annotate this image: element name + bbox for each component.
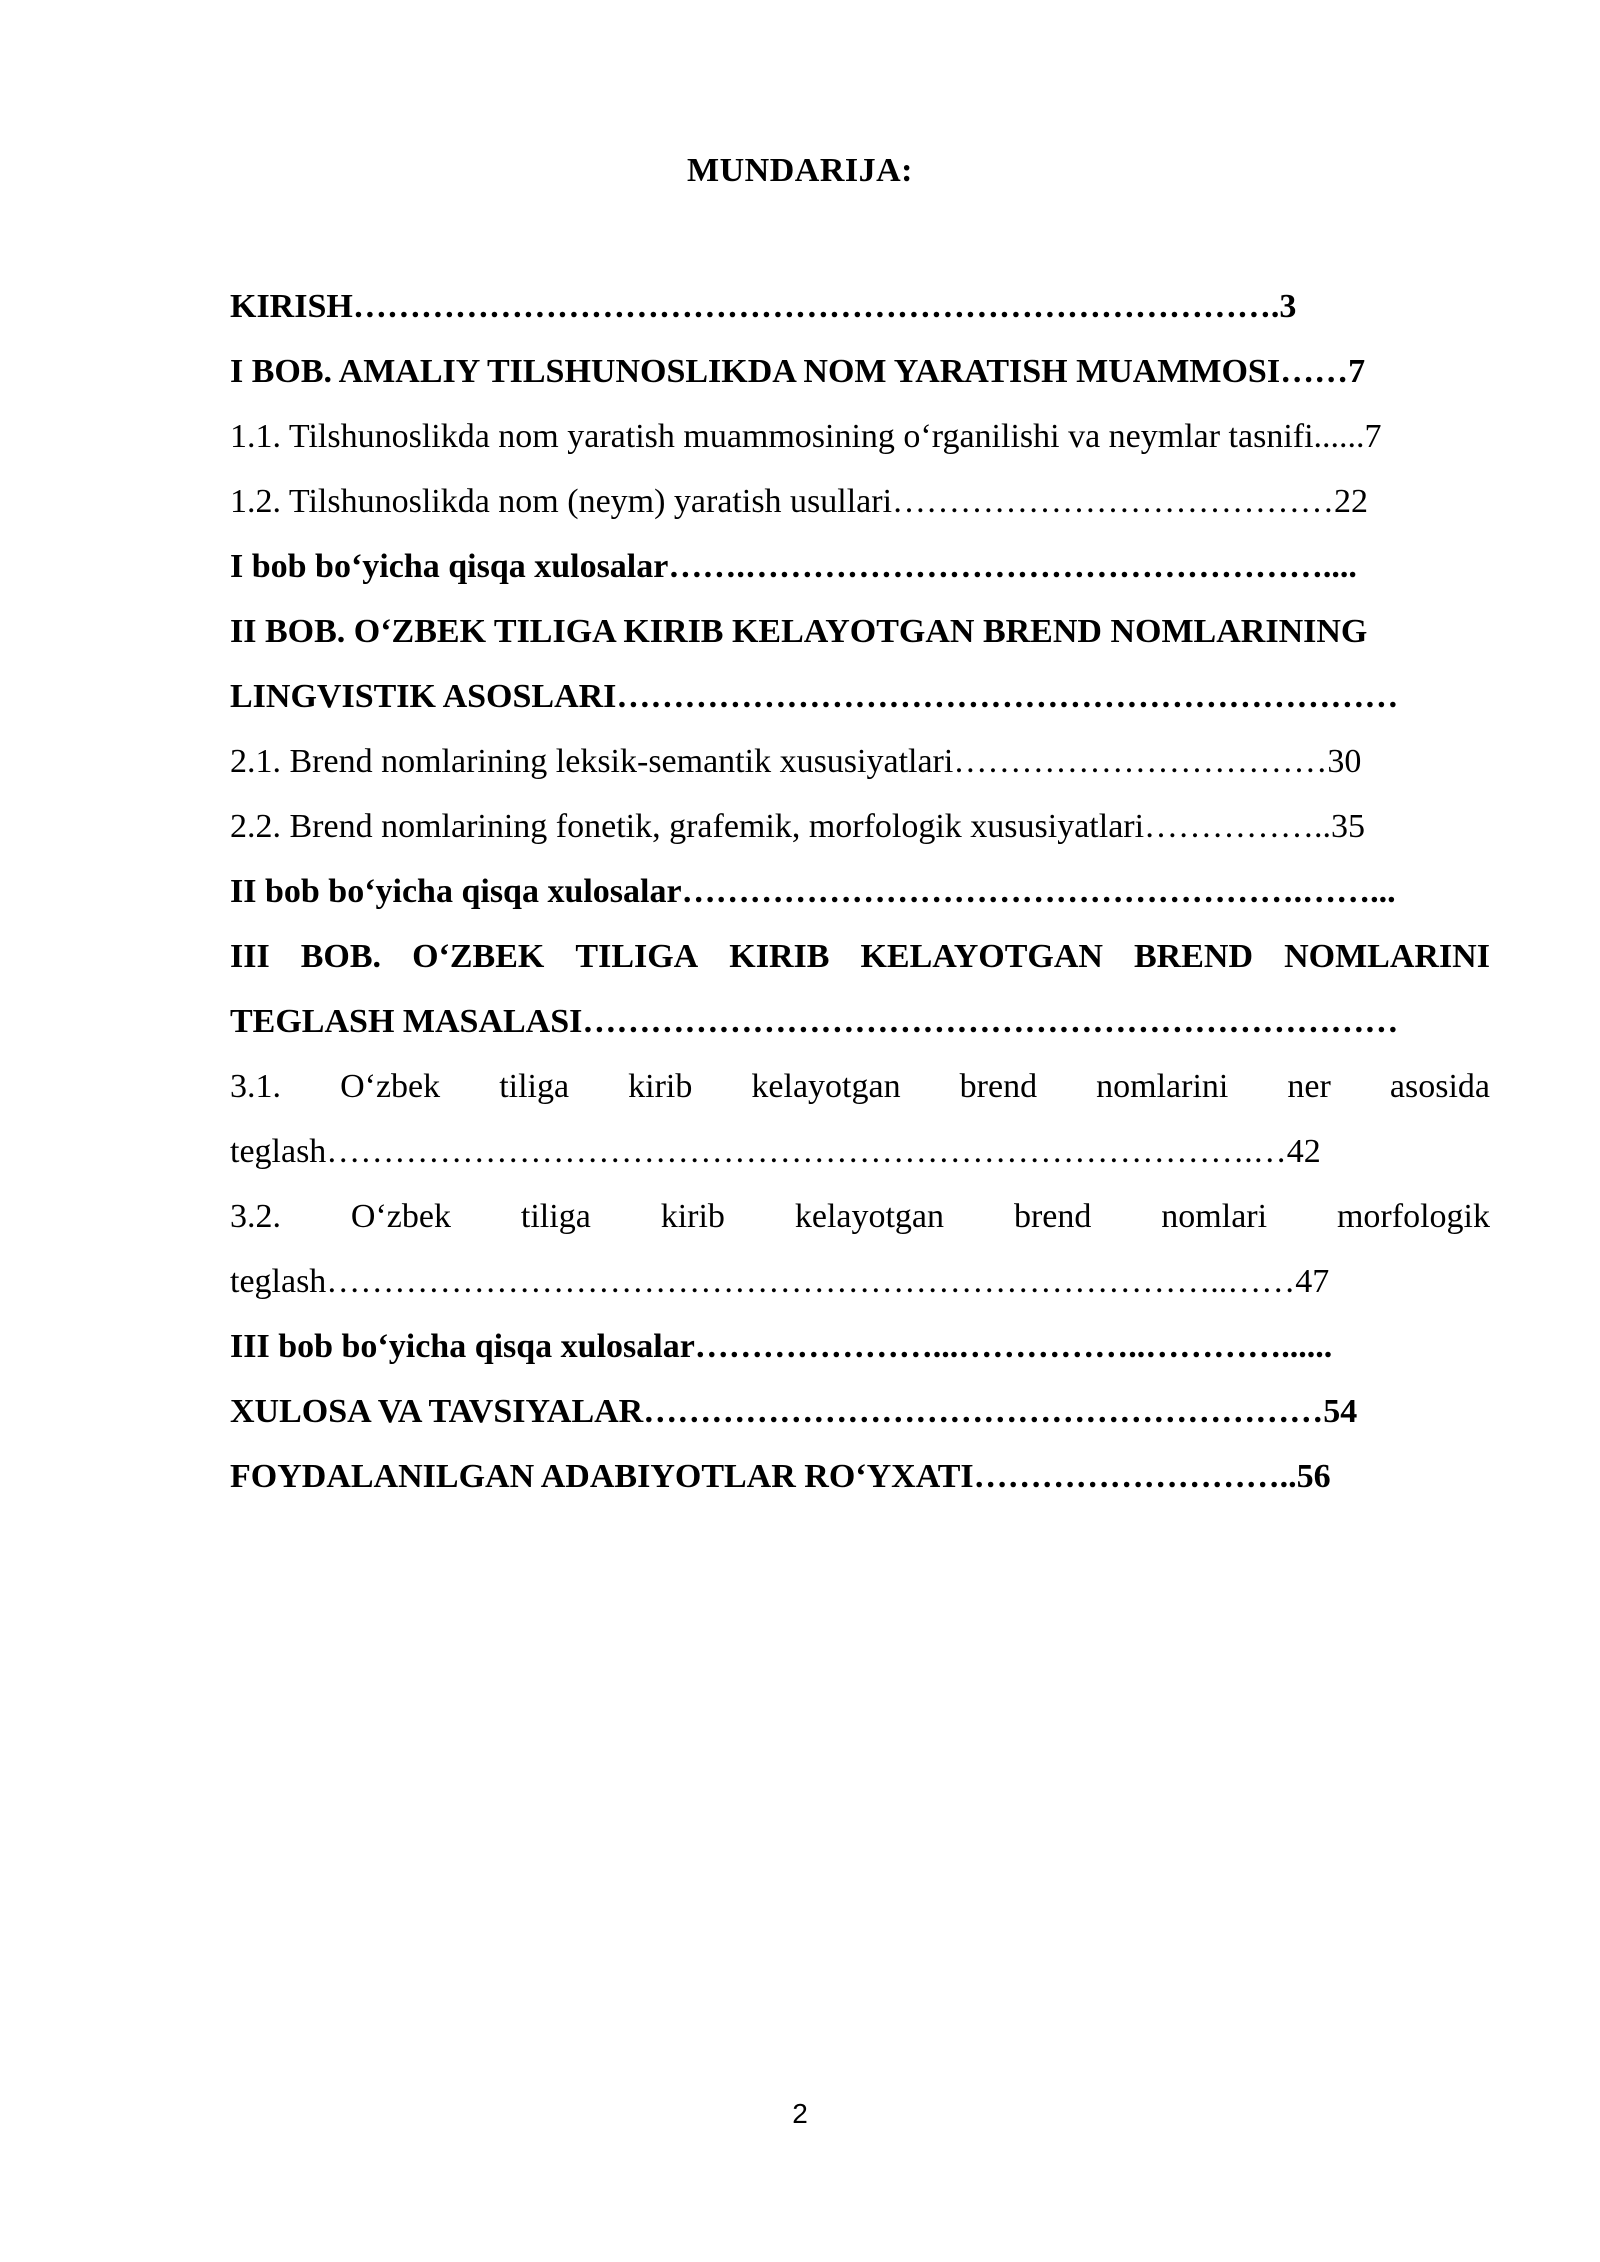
toc-entry: I bob bo‘yicha qisqa xulosalar…….……………………………………………....	[230, 548, 1357, 585]
table-of-contents	[230, 283, 1490, 1518]
toc-word: 3.2.	[230, 1198, 281, 1235]
toc-word: ner	[1287, 1068, 1331, 1105]
toc-word: O‘zbek	[340, 1068, 441, 1105]
toc-word: KIRIB	[729, 938, 830, 975]
toc-entry: I BOB. AMALIY TILSHUNOSLIKDA NOM YARATISH MUAMMOSI……7	[230, 353, 1366, 390]
toc-entry: LINGVISTIK ASOSLARI……………………………………………………………	[230, 678, 1399, 715]
toc-entry: TEGLASH MASALASI………………………………………………………………	[230, 1003, 1399, 1040]
toc-word: morfologik	[1336, 1198, 1490, 1235]
toc-entry: III bob bo‘yicha qisqa xulosalar…………………...……………..…………......	[230, 1328, 1333, 1365]
toc-entry: II bob bo‘yicha qisqa xulosalar……………………………………………….……...	[230, 873, 1396, 910]
toc-entry: 1.1. Tilshunoslikda nom yaratish muammosining o‘rganilishi va neymlar tasnifi......7	[230, 418, 1382, 455]
toc-entry: 2.1. Brend nomlarining leksik-semantik xususiyatlari……………………………30	[230, 743, 1362, 780]
toc-word: 3.1.	[230, 1068, 281, 1105]
toc-entry	[230, 933, 1490, 998]
page-number: 2	[792, 2098, 808, 2129]
toc-word: BOB.	[300, 938, 382, 975]
toc-entry: KIRISH……………………………………………………………………….3	[230, 288, 1297, 325]
toc-word: tiliga	[499, 1068, 570, 1105]
toc-word: asosida	[1389, 1068, 1490, 1105]
toc-entry: teglash……………………………………………………………………..……47	[230, 1263, 1330, 1300]
toc-word: nomlarini	[1096, 1068, 1229, 1105]
toc-entry: II BOB. O‘ZBEK TILIGA KIRIB KELAYOTGAN BREND NOMLARINING	[230, 613, 1368, 650]
toc-word: kirib	[628, 1068, 693, 1105]
toc-entry	[230, 1063, 1490, 1128]
toc-entry: XULOSA VA TAVSIYALAR……………………………………………………54	[230, 1393, 1358, 1430]
toc-entry: 1.2. Tilshunoslikda nom (neym) yaratish usullari…………………………………22	[230, 483, 1369, 520]
toc-word: O‘ZBEK	[412, 938, 545, 975]
toc-entry: FOYDALANILGAN ADABIYOTLAR RO‘YXATI………………………..56	[230, 1458, 1331, 1495]
toc-word: TILIGA	[575, 938, 699, 975]
toc-word: tiliga	[520, 1198, 591, 1235]
toc-word: brend	[959, 1068, 1038, 1105]
toc-word: NOMLARINI	[1284, 938, 1490, 975]
toc-entry: 2.2. Brend nomlarining fonetik, grafemik, morfologik xususiyatlari……………..35	[230, 808, 1366, 845]
toc-word: III	[230, 938, 270, 975]
page-title: MUNDARIJA:	[687, 152, 913, 189]
toc-word: O‘zbek	[350, 1198, 451, 1235]
toc-entry: teglash……………………………………………………………………….…42	[230, 1133, 1321, 1170]
toc-word: KELAYOTGAN	[860, 938, 1103, 975]
toc-word: BREND	[1133, 938, 1254, 975]
toc-word: kelayotgan	[751, 1068, 901, 1105]
toc-entry	[230, 1193, 1490, 1258]
toc-word: kelayotgan	[794, 1198, 945, 1235]
toc-word: kirib	[660, 1198, 725, 1235]
toc-word: brend	[1013, 1198, 1092, 1235]
toc-word: nomlari	[1161, 1198, 1268, 1235]
